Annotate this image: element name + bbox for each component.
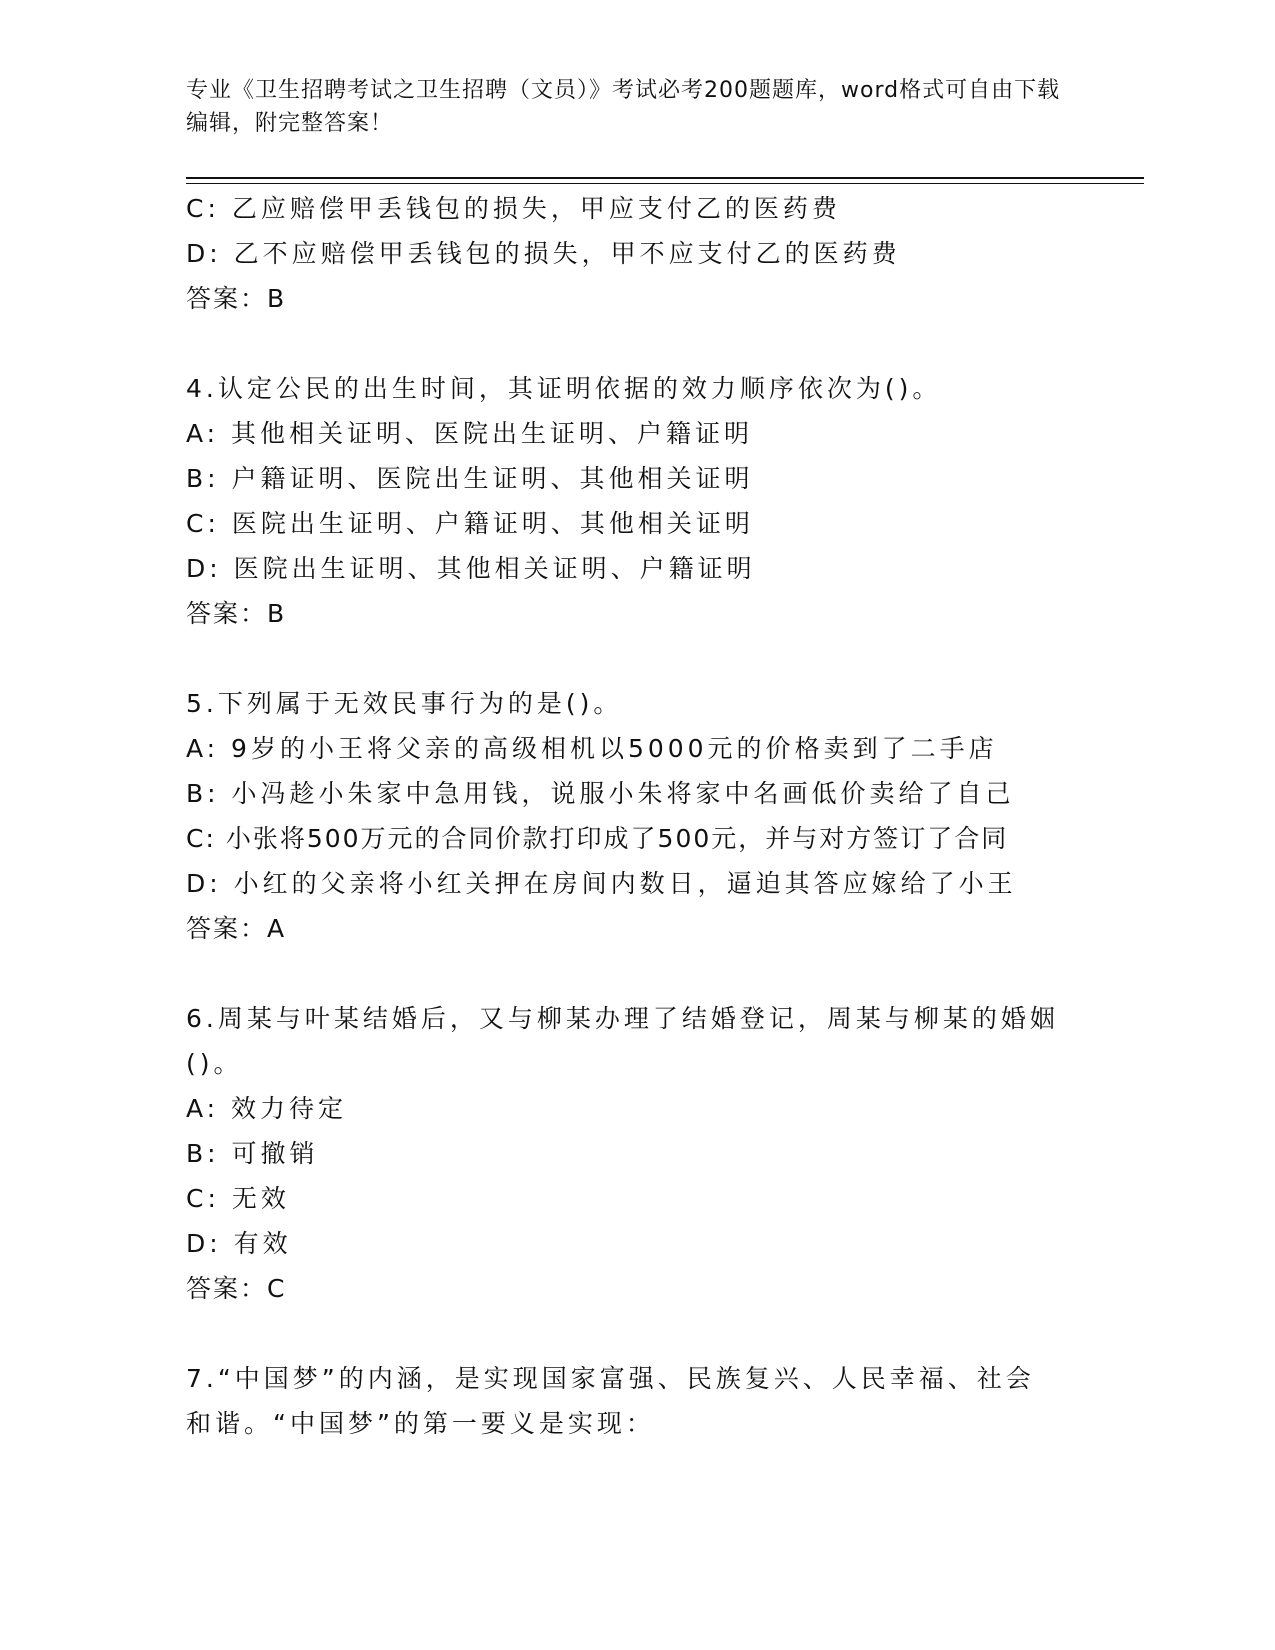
answer: 答案：A — [186, 914, 287, 943]
answer: 答案：B — [186, 599, 287, 628]
spacer — [186, 636, 1086, 681]
document-header: 专业《卫生招聘考试之卫生招聘（文员）》考试必考200题题库，word格式可自由下载编辑，附完整答案！ — [186, 78, 1061, 136]
question-6 — [186, 996, 1086, 1311]
header-divider-thick — [186, 177, 1144, 179]
option-c: C: 小张将500万元的合同价款打印成了500元，并与对方签订了合同 — [186, 824, 1009, 853]
spacer — [186, 951, 1086, 996]
option-b: B: 可撤销 — [186, 1139, 319, 1168]
question-stem: 5.下列属于无效民事行为的是()。 — [186, 689, 623, 718]
option-b: B: 小冯趁小朱家中急用钱，说服小朱将家中名画低价卖给了自己 — [186, 779, 1015, 808]
option-c: C: 医院出生证明、户籍证明、其他相关证明 — [186, 509, 754, 538]
question-5 — [186, 681, 1086, 951]
question-stem-line-2: ()。 — [186, 1049, 243, 1078]
spacer — [186, 1311, 1086, 1356]
question-content — [186, 186, 1086, 1446]
question-3-tail — [186, 186, 1086, 321]
option-d: D: 有效 — [186, 1229, 292, 1258]
question-4 — [186, 366, 1086, 636]
option-c: C: 乙应赔偿甲丢钱包的损失，甲应支付乙的医药费 — [186, 194, 841, 223]
question-stem-line-1: 6.周某与叶某结婚后，又与柳某办理了结婚登记，周某与柳某的婚姻 — [186, 1004, 1059, 1033]
question-7 — [186, 1356, 1086, 1446]
option-b: B: 户籍证明、医院出生证明、其他相关证明 — [186, 464, 754, 493]
option-a: A: 效力待定 — [186, 1094, 348, 1123]
option-d: D: 小红的父亲将小红关押在房间内数日，逼迫其答应嫁给了小王 — [186, 869, 1017, 898]
question-stem-line-1: 7.“中国梦”的内涵，是实现国家富强、民族复兴、人民幸福、社会 — [186, 1364, 1035, 1393]
option-a: A: 9岁的小王将父亲的高级相机以5000元的价格卖到了二手店 — [186, 734, 998, 763]
option-d: D: 医院出生证明、其他相关证明、户籍证明 — [186, 554, 756, 583]
option-d: D: 乙不应赔偿甲丢钱包的损失，甲不应支付乙的医药费 — [186, 239, 901, 268]
answer: 答案：B — [186, 284, 287, 313]
option-a: A: 其他相关证明、医院出生证明、户籍证明 — [186, 419, 754, 448]
question-stem-line-2: 和谐。“中国梦”的第一要义是实现： — [186, 1409, 655, 1438]
spacer — [186, 321, 1086, 366]
answer: 答案：C — [186, 1274, 287, 1303]
header-divider-thin — [186, 183, 1144, 184]
question-stem: 4.认定公民的出生时间，其证明依据的效力顺序依次为()。 — [186, 374, 942, 403]
option-c: C: 无效 — [186, 1184, 290, 1213]
